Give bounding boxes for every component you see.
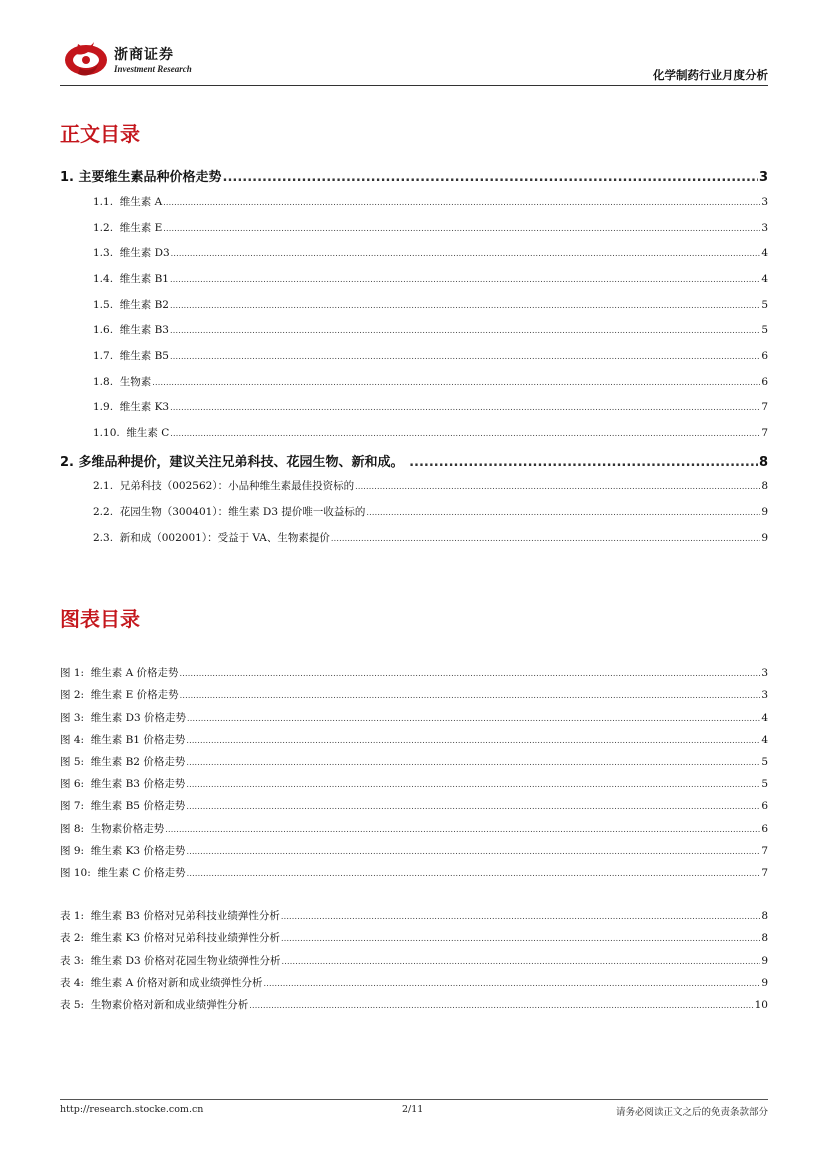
footer-url-link[interactable]: http://research.stocke.com.cn: [60, 1104, 204, 1115]
figure-text: 维生素 D3 价格走势: [90, 712, 187, 724]
toc-entry-page: 6: [761, 350, 768, 362]
toc-entry-page: 9: [761, 532, 768, 544]
toc-entry-page: 9: [761, 506, 768, 518]
figure-page: 4: [761, 734, 768, 746]
toc-entry-num: 1.8.: [93, 376, 114, 388]
figure-entry[interactable]: [60, 665, 768, 680]
figure-entry[interactable]: [60, 776, 768, 791]
dot-leader: [186, 780, 760, 789]
figure-entry[interactable]: [60, 865, 768, 880]
table-entry[interactable]: [60, 953, 768, 968]
toc-entry-text: 主要维生素品种价格走势: [78, 170, 222, 185]
figure-label: 图 5:: [60, 756, 85, 768]
toc-entry-page: 4: [761, 247, 768, 259]
figure-text: 维生素 E 价格走势: [90, 689, 179, 701]
figure-entry[interactable]: [60, 732, 768, 747]
toc-entry[interactable]: [60, 166, 768, 185]
dot-leader: [187, 869, 761, 878]
toc-entry[interactable]: [93, 194, 768, 209]
figure-page: 7: [761, 845, 768, 857]
figure-label: 图 7:: [60, 800, 85, 812]
dot-leader: [165, 825, 760, 834]
toc-entry-page: 8: [758, 455, 768, 470]
table-label: 表 5:: [60, 999, 85, 1011]
toc-entry-page: 5: [761, 299, 768, 311]
table-page: 10: [754, 999, 768, 1011]
figure-entry[interactable]: [60, 687, 768, 702]
figure-label: 图 4:: [60, 734, 85, 746]
toc-entry[interactable]: [93, 348, 768, 363]
toc-entry[interactable]: [93, 425, 768, 440]
page-header: [60, 38, 768, 88]
toc-entry-text: 生物素: [119, 376, 152, 388]
dot-leader: [186, 758, 760, 767]
dot-leader: [366, 508, 760, 517]
dot-leader: [249, 1001, 753, 1010]
toc-entry-num: 1.6.: [93, 324, 114, 336]
dot-leader: [281, 912, 760, 921]
figure-text: 维生素 A 价格走势: [90, 667, 179, 679]
footer-page-number: 2/11: [402, 1104, 424, 1115]
table-page: 9: [761, 955, 768, 967]
toc-entry-page: 8: [761, 480, 768, 492]
toc-entry[interactable]: [93, 478, 768, 493]
dot-leader: [187, 714, 760, 723]
toc-entry-page: 7: [761, 401, 768, 413]
table-entry[interactable]: [60, 930, 768, 945]
figure-page: 6: [761, 800, 768, 812]
toc-entry-text: 花园生物（300401）：维生素 D3 提价唯一收益标的: [119, 506, 366, 518]
figure-entry[interactable]: [60, 754, 768, 769]
toc-entry-num: 1.10.: [93, 427, 120, 439]
table-text: 维生素 A 价格对新和成业绩弹性分析: [90, 977, 263, 989]
toc-entry-text: 维生素 E: [119, 222, 163, 234]
toc-entry-text: 维生素 K3: [119, 401, 170, 413]
header-divider: [60, 85, 768, 86]
toc-entry-num: 2.2.: [93, 506, 114, 518]
toc-entry-text: 维生素 A: [119, 196, 163, 208]
toc-entry[interactable]: [93, 530, 768, 545]
toc-entry-num: 1.1.: [93, 196, 114, 208]
toc-entry-page: 3: [761, 222, 768, 234]
toc-entry-text: 维生素 C: [126, 427, 170, 439]
toc-entry-page: 7: [761, 427, 768, 439]
dot-leader: [170, 403, 760, 412]
figure-text: 维生素 B1 价格走势: [90, 734, 186, 746]
toc-title: 正文目录: [60, 122, 140, 146]
dot-leader: [409, 455, 758, 470]
footer-disclaimer: 请务必阅读正文之后的免责条款部分: [615, 1107, 768, 1118]
dot-leader: [170, 275, 760, 284]
toc-entry-text: 兄弟科技（002562）：小品种维生素最佳投资标的: [119, 480, 355, 492]
footer-divider: [60, 1099, 768, 1100]
figure-entry[interactable]: [60, 798, 768, 813]
figure-entry[interactable]: [60, 843, 768, 858]
toc-entry-num: 1.4.: [93, 273, 114, 285]
toc-entry[interactable]: [93, 399, 768, 414]
toc-entry-num: 1.3.: [93, 247, 114, 259]
dot-leader: [355, 482, 760, 491]
toc-entry-num: 1.9.: [93, 401, 114, 413]
toc-entry-text: 多维品种提价，建议关注兄弟科技、花园生物、新和成。: [78, 455, 404, 470]
table-entry[interactable]: [60, 908, 768, 923]
dot-leader: [186, 847, 760, 856]
toc-entry-page: 6: [761, 376, 768, 388]
table-text: 维生素 D3 价格对花园生物业绩弹性分析: [90, 955, 281, 967]
dot-leader: [180, 669, 761, 678]
dot-leader: [281, 934, 760, 943]
figure-text: 生物素价格走势: [90, 823, 165, 835]
toc-entry-page: 3: [758, 170, 768, 185]
dot-leader: [163, 198, 760, 207]
toc-entry-page: 3: [761, 196, 768, 208]
dot-leader: [163, 224, 760, 233]
zheshang-logo-icon: [64, 38, 108, 78]
figure-page: 7: [761, 867, 768, 879]
toc-entry[interactable]: [60, 451, 768, 470]
figure-label: 图 3:: [60, 712, 85, 724]
figure-text: 维生素 K3 价格走势: [90, 845, 186, 857]
table-page: 8: [761, 910, 768, 922]
table-entry[interactable]: [60, 975, 768, 990]
table-entry[interactable]: [60, 997, 768, 1012]
table-label: 表 1:: [60, 910, 85, 922]
figure-text: 维生素 B5 价格走势: [90, 800, 186, 812]
dot-leader: [282, 957, 761, 966]
dot-leader: [331, 534, 760, 543]
dot-leader: [152, 378, 760, 387]
dot-leader: [223, 170, 758, 185]
figure-label: 图 9:: [60, 845, 85, 857]
toc-entry-text: 维生素 B2: [119, 299, 169, 311]
toc-entry[interactable]: [93, 220, 768, 235]
toc-entry-num: 2.: [60, 455, 74, 470]
figure-page: 6: [761, 823, 768, 835]
figure-entry[interactable]: [60, 821, 768, 836]
toc-entry-num: 1.7.: [93, 350, 114, 362]
dot-leader: [186, 736, 760, 745]
table-page: 8: [761, 932, 768, 944]
dot-leader: [180, 691, 761, 700]
toc-entry-num: 1.2.: [93, 222, 114, 234]
toc-entry-text: 维生素 D3: [119, 247, 170, 259]
report-title: 化学制药行业月度分析: [653, 68, 768, 82]
figure-text: 维生素 B2 价格走势: [90, 756, 186, 768]
toc-entry[interactable]: [93, 504, 768, 519]
table-label: 表 3:: [60, 955, 85, 967]
table-label: 表 2:: [60, 932, 85, 944]
figures-title: 图表目录: [60, 607, 140, 631]
toc-entry-num: 1.5.: [93, 299, 114, 311]
toc-entry[interactable]: [93, 271, 768, 286]
toc-entry-text: 维生素 B1: [119, 273, 169, 285]
table-text: 维生素 B3 价格对兄弟科技业绩弹性分析: [90, 910, 280, 922]
dot-leader: [186, 802, 760, 811]
figure-page: 3: [761, 689, 768, 701]
dot-leader: [170, 352, 760, 361]
figure-label: 图 8:: [60, 823, 85, 835]
figure-label: 图 1:: [60, 667, 85, 679]
figure-text: 维生素 B3 价格走势: [90, 778, 186, 790]
dot-leader: [264, 979, 761, 988]
toc-entry-page: 5: [761, 324, 768, 336]
figure-label: 图 10:: [60, 867, 91, 879]
toc-entry[interactable]: [93, 245, 768, 260]
toc-entry[interactable]: [93, 322, 768, 337]
toc-entry-page: 4: [761, 273, 768, 285]
figure-page: 5: [761, 756, 768, 768]
dot-leader: [170, 429, 760, 438]
dot-leader: [170, 326, 760, 335]
toc-entry-num: 1.: [60, 170, 74, 185]
toc-entry-num: 2.1.: [93, 480, 114, 492]
table-text: 生物素价格对新和成业绩弹性分析: [90, 999, 249, 1011]
toc-entry[interactable]: [93, 297, 768, 312]
dot-leader: [170, 301, 760, 310]
dot-leader: [171, 249, 761, 258]
toc-entry-text: 新和成（002001）：受益于 VA、生物素提价: [119, 532, 330, 544]
figure-text: 维生素 C 价格走势: [97, 867, 186, 879]
figure-page: 5: [761, 778, 768, 790]
brand-name-en: Investment Research: [114, 64, 192, 74]
table-text: 维生素 K3 价格对兄弟科技业绩弹性分析: [90, 932, 280, 944]
figure-entry[interactable]: [60, 710, 768, 725]
figure-page: 4: [761, 712, 768, 724]
brand-name-cn: 浙商证券: [114, 47, 174, 63]
figure-page: 3: [761, 667, 768, 679]
toc-entry[interactable]: [93, 374, 768, 389]
table-label: 表 4:: [60, 977, 85, 989]
table-page: 9: [761, 977, 768, 989]
toc-entry-num: 2.3.: [93, 532, 114, 544]
toc-entry-text: 维生素 B3: [119, 324, 169, 336]
toc-entry-text: 维生素 B5: [119, 350, 169, 362]
figure-label: 图 2:: [60, 689, 85, 701]
figure-label: 图 6:: [60, 778, 85, 790]
